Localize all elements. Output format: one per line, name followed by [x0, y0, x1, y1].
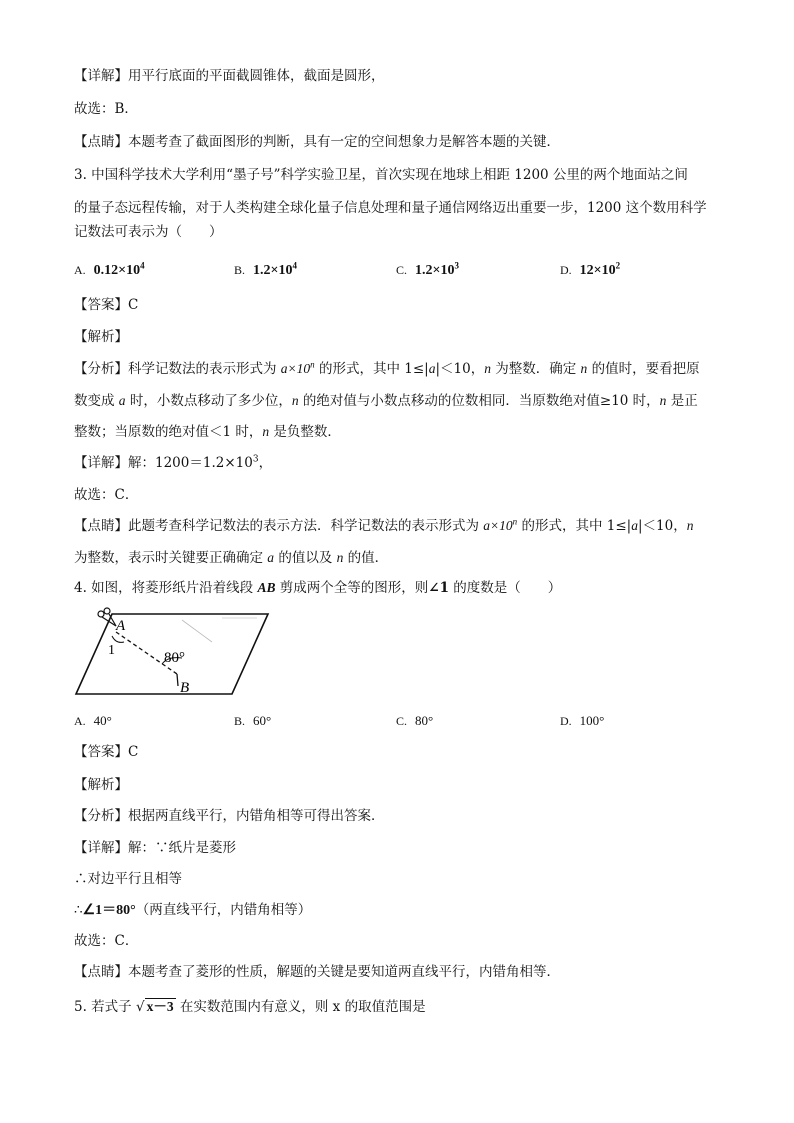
label-1: 1	[108, 643, 115, 658]
text-segment: 的值时，要看把原	[587, 361, 700, 377]
analysis-4: 【分析】根据两直线平行，内错角相等可得出答案．	[74, 808, 385, 824]
math-a: a	[267, 550, 275, 565]
label-b: B	[180, 680, 190, 696]
text-segment: 【详解】解：1200＝1.2×10	[74, 455, 253, 471]
text-segment: 是负整数．	[269, 424, 341, 440]
comment-3-line-1	[74, 516, 734, 536]
math-n: n	[484, 361, 491, 376]
text-segment: 为整数．确定	[490, 361, 581, 377]
radical-sign: √	[135, 999, 145, 1015]
radicand: x－3	[146, 999, 174, 1014]
question-5	[74, 997, 734, 1017]
text-segment: 的度数是（ ）	[449, 580, 562, 596]
text-segment: 的值．	[343, 550, 389, 566]
math-n: n	[262, 424, 270, 439]
text-segment: 在实数范围内有意义，则 x 的取值范围是	[175, 999, 426, 1015]
text-segment: 4. 如图，将菱形纸片沿着线段	[74, 580, 258, 596]
choice-3: 故选：C．	[74, 487, 139, 503]
question-4	[74, 578, 734, 598]
option-base: 1.2×10	[415, 263, 455, 278]
q3-option-d	[560, 260, 620, 281]
answer-3: 【答案】C	[74, 297, 139, 313]
option-base: 12×10	[579, 263, 616, 278]
q4-option-b	[234, 711, 271, 731]
text-segment: |＜10，	[637, 518, 687, 534]
question-3-line-1: 3. 中国科学技术大学利用“墨子号”科学实验卫星，首次实现在地球上相距 1200 公里的两个地面站之间	[74, 167, 688, 183]
rhombus-figure	[72, 606, 272, 702]
option-letter: D.	[560, 714, 572, 728]
option-value: 40°	[93, 713, 112, 728]
option-value: 100°	[579, 713, 605, 728]
text-segment: |＜10，	[435, 361, 485, 377]
cut-line-ab-end	[177, 674, 178, 686]
q3-option-a	[74, 260, 145, 281]
option-base: 0.12×10	[93, 263, 141, 278]
answer-choice-line: 故选：B．	[74, 101, 138, 117]
q4-option-a	[74, 711, 112, 731]
comment-3-line-2	[74, 548, 734, 568]
option-value: 80°	[415, 713, 434, 728]
text-segment: 的形式，其中 1≤|	[314, 361, 429, 377]
solution-3	[74, 453, 734, 473]
q4-option-d	[560, 711, 604, 731]
option-letter: A.	[74, 263, 86, 277]
math-n: n	[291, 393, 299, 408]
text-segment: 是正	[666, 393, 698, 409]
analysis-3-line-1	[74, 359, 734, 379]
faint-line	[182, 620, 212, 642]
label-80-degrees: 80°	[164, 650, 185, 666]
text-segment: （两直线平行，内错角相等）	[135, 902, 312, 918]
math-exponent-n: n	[512, 516, 518, 527]
analysis-4-heading: 【解析】	[74, 777, 128, 793]
choice-4: 故选：C．	[74, 933, 139, 949]
option-letter: C.	[396, 714, 408, 728]
math-a: a	[631, 518, 638, 533]
option-letter: B.	[234, 714, 246, 728]
solution-4-line-1: 【详解】解：∵纸片是菱形	[74, 840, 236, 856]
rhombus-diagram	[72, 606, 272, 698]
text-segment: 整数；当原数的绝对值＜1 时，	[74, 424, 263, 440]
text-segment: 的值以及	[274, 550, 337, 566]
option-base: 1.2×10	[253, 263, 293, 278]
text-segment: 【点睛】此题考查科学记数法的表示方法．科学记数法的表示形式为	[74, 518, 484, 534]
text-segment: 数变成	[74, 393, 119, 409]
text-segment: ，	[258, 455, 273, 471]
solution-4-line-3	[74, 900, 734, 921]
math-exponent-n: n	[310, 359, 315, 370]
option-exponent: 4	[140, 260, 145, 271]
solution-4-line-2: ∴对边平行且相等	[74, 871, 182, 887]
option-exponent: 3	[454, 260, 459, 271]
question-3-line-3: 记数法可表示为（ ）	[74, 224, 223, 240]
label-a: A	[116, 618, 126, 634]
option-letter: B.	[234, 263, 246, 277]
math-n: n	[686, 518, 694, 533]
q3-option-c	[396, 260, 459, 281]
text-segment: 时，小数点移动了多少位，	[125, 393, 292, 409]
math-angle-equation: ∠1＝80°	[82, 903, 136, 918]
option-letter: D.	[560, 263, 572, 277]
analysis-3-line-2	[74, 391, 734, 411]
text-segment: 的绝对值与小数点移动的位数相同．当原数绝对值≥10 时，	[298, 393, 660, 409]
analysis-3-line-3	[74, 422, 734, 442]
text-segment: 为整数，表示时关键要正确确定	[74, 550, 268, 566]
option-letter: C.	[396, 263, 408, 277]
math-a-times-10: a×10	[280, 361, 311, 376]
exponent: 3	[252, 454, 259, 465]
math-a-times-10: a×10	[483, 518, 513, 533]
option-value: 60°	[253, 713, 272, 728]
option-letter: A.	[74, 714, 86, 728]
text-segment: 【分析】科学记数法的表示形式为	[74, 361, 281, 377]
comment-4: 【点睛】本题考查了菱形的性质，解题的关键是要知道两直线平行，内错角相等．	[74, 964, 560, 980]
q4-option-c	[396, 711, 433, 731]
math-a: a	[118, 393, 126, 408]
explanation-line: 【详解】用平行底面的平面截圆锥体，截面是圆形，	[74, 68, 385, 84]
option-exponent: 2	[615, 260, 621, 271]
text-segment: ∴	[74, 902, 83, 918]
math-a: a	[428, 361, 436, 376]
math-segment-ab: AB	[257, 580, 276, 595]
math-n: n	[659, 393, 667, 408]
text-segment: 剪成两个全等的图形，则	[275, 580, 429, 596]
text-segment: 的形式，其中 1≤|	[517, 518, 632, 534]
answer-4: 【答案】C	[74, 744, 139, 760]
math-n: n	[336, 550, 344, 565]
option-exponent: 4	[292, 260, 297, 271]
analysis-3-heading: 【解析】	[74, 329, 128, 345]
math-angle-1: ∠1	[428, 580, 449, 596]
q3-option-b	[234, 260, 297, 281]
text-segment: 5. 若式子	[74, 999, 136, 1015]
square-root-expression	[136, 997, 176, 1017]
question-3-line-2: 的量子态远程传输，对于人类构建全球化量子信息处理和量子通信网络迈出重要一步，1200 这个数用科学	[74, 200, 707, 216]
comment-line: 【点睛】本题考查了截面图形的判断，具有一定的空间想象力是解答本题的关键．	[74, 134, 560, 150]
math-n: n	[580, 361, 588, 376]
